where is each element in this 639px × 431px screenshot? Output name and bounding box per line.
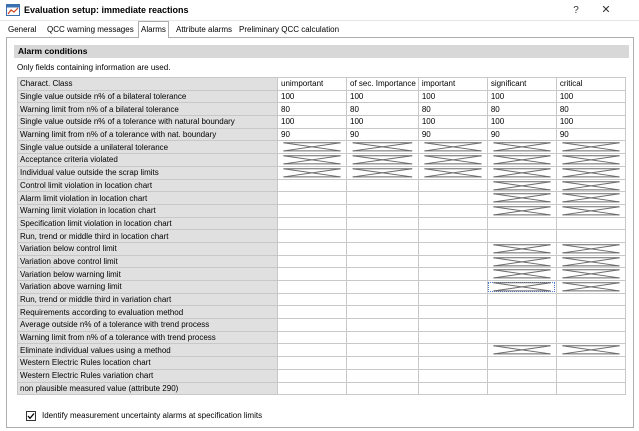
table-row <box>18 103 626 116</box>
table-row <box>18 242 626 255</box>
disabled-cross-icon <box>488 167 556 179</box>
value-cell[interactable] <box>418 319 487 332</box>
disabled-cell <box>487 268 556 281</box>
table-row <box>18 192 626 205</box>
value-cell[interactable]: 100 <box>278 116 347 129</box>
table-row <box>18 357 626 370</box>
value-cell[interactable] <box>556 331 625 344</box>
value-cell[interactable] <box>278 319 347 332</box>
grid-header-row <box>18 78 626 91</box>
value-cell[interactable] <box>556 230 625 243</box>
table-row <box>18 281 626 294</box>
disabled-cell <box>487 141 556 154</box>
column-header-label: Charact. Class <box>18 78 278 91</box>
row-label: Western Electric Rules location chart <box>18 357 278 370</box>
value-cell[interactable] <box>418 344 487 357</box>
disabled-cell <box>556 242 625 255</box>
disabled-cell <box>347 166 419 179</box>
disabled-cross-icon <box>488 192 556 204</box>
row-label: Single value outside n% of a bilateral tolerance <box>18 90 278 103</box>
disabled-cross-icon <box>557 192 625 204</box>
value-cell[interactable] <box>418 217 487 230</box>
value-cell[interactable] <box>278 268 347 281</box>
disabled-cell <box>556 141 625 154</box>
value-cell[interactable] <box>556 306 625 319</box>
value-cell[interactable]: 100 <box>487 116 556 129</box>
value-cell[interactable]: 90 <box>347 128 419 141</box>
disabled-cell <box>278 166 347 179</box>
row-label: Specification limit violation in location chart <box>18 217 278 230</box>
disabled-cross-icon <box>557 268 625 280</box>
table-row <box>18 382 626 395</box>
value-cell[interactable] <box>418 179 487 192</box>
disabled-cell <box>487 204 556 217</box>
value-cell[interactable] <box>418 382 487 395</box>
disabled-cross-icon <box>419 167 487 179</box>
value-cell[interactable]: 100 <box>418 116 487 129</box>
disabled-cell <box>556 344 625 357</box>
column-header: significant <box>487 78 556 91</box>
row-label: Eliminate individual values using a method <box>18 344 278 357</box>
disabled-cross-icon <box>557 256 625 268</box>
table-row <box>18 331 626 344</box>
disabled-cell <box>418 154 487 167</box>
row-label: Warning limit from n% of a tolerance with nat. boundary <box>18 128 278 141</box>
disabled-cell <box>487 281 556 294</box>
table-row <box>18 204 626 217</box>
value-cell[interactable] <box>278 331 347 344</box>
value-cell[interactable] <box>487 319 556 332</box>
value-cell[interactable] <box>278 306 347 319</box>
table-row <box>18 319 626 332</box>
disabled-cross-icon <box>557 243 625 255</box>
value-cell[interactable] <box>418 204 487 217</box>
alarm-grid <box>17 77 626 395</box>
tab-attribute-alarms[interactable]: Attribute alarms <box>176 25 233 34</box>
disabled-cell <box>556 154 625 167</box>
value-cell[interactable]: 80 <box>418 103 487 116</box>
value-cell[interactable]: 100 <box>347 90 419 103</box>
disabled-cross-icon <box>488 344 556 356</box>
value-cell[interactable] <box>278 179 347 192</box>
disabled-cell <box>487 166 556 179</box>
row-label: Run, trend or middle third in location chart <box>18 230 278 243</box>
disabled-cross-icon <box>488 141 556 153</box>
disabled-cross-icon <box>557 344 625 356</box>
close-button[interactable]: ✕ <box>601 4 611 16</box>
value-cell[interactable]: 90 <box>556 128 625 141</box>
row-label: Individual value outside the scrap limits <box>18 166 278 179</box>
value-cell[interactable] <box>487 217 556 230</box>
row-label: Warning limit violation in location chart <box>18 204 278 217</box>
value-cell[interactable] <box>347 382 419 395</box>
row-label: Acceptance criteria violated <box>18 154 278 167</box>
disabled-cell <box>556 166 625 179</box>
value-cell[interactable]: 100 <box>418 90 487 103</box>
disabled-cross-icon <box>488 281 556 293</box>
row-label: Variation above control limit <box>18 255 278 268</box>
disabled-cell <box>556 255 625 268</box>
disabled-cell <box>418 166 487 179</box>
value-cell[interactable] <box>347 293 419 306</box>
tab-general[interactable]: General <box>8 25 37 34</box>
row-label: non plausible measured value (attribute 290) <box>18 382 278 395</box>
value-cell[interactable] <box>347 255 419 268</box>
disabled-cross-icon <box>557 281 625 293</box>
table-row <box>18 128 626 141</box>
info-text: Only fields containing information are used. <box>17 63 171 72</box>
value-cell[interactable] <box>278 382 347 395</box>
value-cell[interactable]: 100 <box>278 90 347 103</box>
group-header: Alarm conditions <box>14 45 629 58</box>
value-cell[interactable] <box>347 242 419 255</box>
value-cell[interactable] <box>556 382 625 395</box>
disabled-cell <box>487 255 556 268</box>
column-header: important <box>418 78 487 91</box>
value-cell[interactable] <box>418 230 487 243</box>
value-cell[interactable] <box>556 319 625 332</box>
disabled-cross-icon <box>557 154 625 166</box>
disabled-cross-icon <box>278 167 346 179</box>
disabled-cross-icon <box>488 205 556 217</box>
value-cell[interactable] <box>347 357 419 370</box>
value-cell[interactable] <box>347 331 419 344</box>
disabled-cross-icon <box>347 141 418 153</box>
disabled-cross-icon <box>488 268 556 280</box>
uncertainty-alarm-label: Identify measurement uncertainty alarms at specification limits <box>42 411 263 420</box>
value-cell[interactable] <box>278 255 347 268</box>
table-row <box>18 154 626 167</box>
table-row <box>18 306 626 319</box>
disabled-cell <box>487 344 556 357</box>
value-cell[interactable] <box>556 293 625 306</box>
value-cell[interactable] <box>278 204 347 217</box>
value-cell[interactable] <box>347 179 419 192</box>
checkmark-icon <box>27 412 35 420</box>
value-cell[interactable] <box>556 357 625 370</box>
value-cell[interactable] <box>418 281 487 294</box>
disabled-cross-icon <box>347 154 418 166</box>
value-cell[interactable] <box>487 230 556 243</box>
column-header: unimportant <box>278 78 347 91</box>
disabled-cell <box>418 141 487 154</box>
value-cell[interactable] <box>556 217 625 230</box>
value-cell[interactable] <box>418 268 487 281</box>
value-cell[interactable] <box>278 281 347 294</box>
disabled-cell <box>278 154 347 167</box>
value-cell[interactable]: 80 <box>347 103 419 116</box>
table-row <box>18 230 626 243</box>
table-row <box>18 369 626 382</box>
row-label: Run, trend or middle third in variation chart <box>18 293 278 306</box>
row-label: Control limit violation in location chart <box>18 179 278 192</box>
disabled-cell <box>487 179 556 192</box>
value-cell[interactable] <box>278 217 347 230</box>
disabled-cross-icon <box>488 154 556 166</box>
disabled-cross-icon <box>557 205 625 217</box>
disabled-cross-icon <box>557 180 625 192</box>
row-label: Warning limit from n% of a bilateral tolerance <box>18 103 278 116</box>
row-label: Average outside n% of a tolerance with trend process <box>18 319 278 332</box>
value-cell[interactable] <box>278 242 347 255</box>
value-cell[interactable] <box>347 192 419 205</box>
row-label: Variation below control limit <box>18 242 278 255</box>
value-cell[interactable]: 100 <box>347 116 419 129</box>
disabled-cross-icon <box>419 154 487 166</box>
value-cell[interactable]: 100 <box>487 90 556 103</box>
tab-qcc-warning-messages[interactable]: QCC warning messages <box>47 25 134 34</box>
value-cell[interactable] <box>418 242 487 255</box>
table-row <box>18 268 626 281</box>
row-label: Single value outside a unilateral tolerance <box>18 141 278 154</box>
value-cell[interactable]: 80 <box>487 103 556 116</box>
column-header: critical <box>556 78 625 91</box>
value-cell[interactable] <box>278 230 347 243</box>
disabled-cell <box>487 192 556 205</box>
row-label: Variation below warning limit <box>18 268 278 281</box>
table-row <box>18 217 626 230</box>
value-cell[interactable] <box>487 293 556 306</box>
value-cell[interactable] <box>347 268 419 281</box>
disabled-cell <box>347 141 419 154</box>
value-cell[interactable] <box>487 306 556 319</box>
disabled-cell <box>556 179 625 192</box>
table-row <box>18 255 626 268</box>
value-cell[interactable] <box>347 319 419 332</box>
value-cell[interactable] <box>487 331 556 344</box>
disabled-cross-icon <box>419 141 487 153</box>
value-cell[interactable]: 90 <box>487 128 556 141</box>
help-button[interactable]: ? <box>573 5 579 16</box>
row-label: Western Electric Rules variation chart <box>18 369 278 382</box>
disabled-cross-icon <box>347 167 418 179</box>
column-header: of sec. Importance <box>347 78 419 91</box>
row-label: Single value outside n% of a tolerance with natural boundary <box>18 116 278 129</box>
disabled-cell <box>347 154 419 167</box>
table-row <box>18 116 626 129</box>
table-row <box>18 141 626 154</box>
value-cell[interactable] <box>278 344 347 357</box>
disabled-cross-icon <box>557 167 625 179</box>
value-cell[interactable]: 90 <box>278 128 347 141</box>
row-label: Alarm limit violation in location chart <box>18 192 278 205</box>
value-cell[interactable] <box>278 293 347 306</box>
value-cell[interactable]: 90 <box>418 128 487 141</box>
row-label: Requirements according to evaluation method <box>18 306 278 319</box>
value-cell[interactable] <box>556 369 625 382</box>
value-cell[interactable] <box>418 369 487 382</box>
disabled-cell <box>556 204 625 217</box>
disabled-cell <box>487 242 556 255</box>
title-bar <box>0 0 639 21</box>
table-row <box>18 344 626 357</box>
value-cell[interactable]: 100 <box>556 90 625 103</box>
value-cell[interactable] <box>278 369 347 382</box>
disabled-cross-icon <box>488 180 556 192</box>
tab-alarms[interactable]: Alarms <box>138 21 169 38</box>
value-cell[interactable] <box>487 382 556 395</box>
value-cell[interactable] <box>418 192 487 205</box>
table-row <box>18 90 626 103</box>
value-cell[interactable]: 80 <box>278 103 347 116</box>
value-cell[interactable] <box>347 344 419 357</box>
table-row <box>18 179 626 192</box>
window-title: Evaluation setup: immediate reactions <box>24 5 189 15</box>
value-cell[interactable]: 100 <box>556 116 625 129</box>
value-cell[interactable] <box>347 369 419 382</box>
table-row <box>18 166 626 179</box>
disabled-cross-icon <box>278 154 346 166</box>
uncertainty-alarm-checkbox[interactable] <box>26 411 36 421</box>
value-cell[interactable] <box>347 230 419 243</box>
disabled-cell <box>556 268 625 281</box>
value-cell[interactable] <box>347 281 419 294</box>
value-cell[interactable] <box>487 357 556 370</box>
evaluation-setup-icon <box>6 4 20 16</box>
value-cell[interactable] <box>418 293 487 306</box>
disabled-cross-icon <box>488 243 556 255</box>
tab-preliminary-qcc-calculation[interactable]: Preliminary QCC calculation <box>239 25 340 34</box>
value-cell[interactable] <box>278 357 347 370</box>
disabled-cross-icon <box>488 256 556 268</box>
disabled-cell <box>278 141 347 154</box>
row-label: Warning limit from n% of a tolerance with trend process <box>18 331 278 344</box>
value-cell[interactable] <box>418 357 487 370</box>
value-cell[interactable]: 80 <box>556 103 625 116</box>
disabled-cross-icon <box>278 141 346 153</box>
row-label: Variation above warning limit <box>18 281 278 294</box>
value-cell[interactable] <box>347 204 419 217</box>
disabled-cell <box>556 192 625 205</box>
value-cell[interactable] <box>418 331 487 344</box>
value-cell[interactable] <box>418 255 487 268</box>
disabled-cross-icon <box>557 141 625 153</box>
disabled-cell <box>556 281 625 294</box>
table-row <box>18 293 626 306</box>
value-cell[interactable] <box>487 369 556 382</box>
value-cell[interactable] <box>418 306 487 319</box>
value-cell[interactable] <box>278 192 347 205</box>
value-cell[interactable] <box>347 217 419 230</box>
value-cell[interactable] <box>347 306 419 319</box>
disabled-cell <box>487 154 556 167</box>
